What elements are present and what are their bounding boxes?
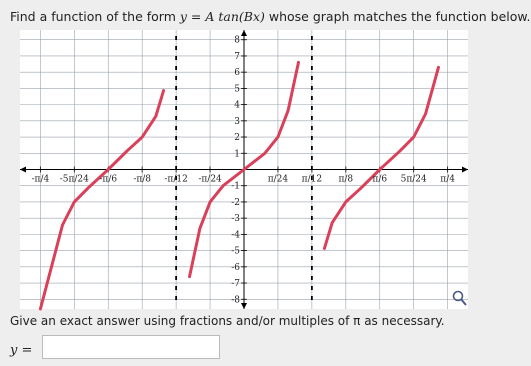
answer-variable: y = [10, 343, 33, 358]
x-tick-label: π/6 [372, 174, 388, 185]
y-tick-label: -2 [231, 197, 240, 208]
y-tick-label: -4 [231, 230, 240, 241]
y-tick-label: 6 [234, 68, 240, 79]
x-tick-label: -5π/24 [59, 174, 89, 185]
question-suffix: whose graph matches the function below. [268, 9, 531, 24]
y-tick-label: -3 [231, 214, 240, 225]
y-tick-label: 5 [234, 84, 240, 95]
y-tick-label: -6 [231, 262, 240, 273]
y-tick-label: 2 [234, 133, 240, 144]
x-tick-label: -π/24 [198, 174, 222, 185]
x-tick-label: -π/4 [31, 174, 50, 185]
question-formula: y = A tan(Bx) [179, 9, 265, 24]
instruction-text: Give an exact answer using fractions and/or multiples of π as necessary. [10, 314, 445, 328]
magnifier-icon[interactable] [452, 290, 468, 308]
x-tick-label: π/4 [440, 174, 455, 185]
y-tick-label: 4 [234, 100, 240, 111]
y-tick-label: 7 [234, 51, 240, 62]
y-tick-label: -8 [231, 295, 240, 306]
question-prefix: Find a function of the form [10, 9, 176, 24]
x-tick-label: -π/8 [133, 174, 152, 185]
x-tick-label: π/24 [267, 174, 289, 185]
y-tick-label: 1 [234, 149, 240, 160]
y-tick-label: 8 [234, 35, 240, 46]
answer-input[interactable] [42, 335, 220, 359]
x-tick-label: -π/6 [99, 174, 118, 185]
x-tick-label: π/12 [301, 174, 323, 185]
y-tick-label: -1 [231, 181, 240, 192]
x-tick-label: -π/12 [164, 174, 188, 185]
y-tick-label: 3 [234, 116, 240, 127]
x-tick-label: 5π/24 [400, 174, 427, 185]
answer-row [10, 343, 32, 358]
y-tick-label: -7 [231, 279, 240, 290]
y-tick-label: -5 [231, 246, 240, 257]
x-tick-label: π/8 [338, 174, 354, 185]
